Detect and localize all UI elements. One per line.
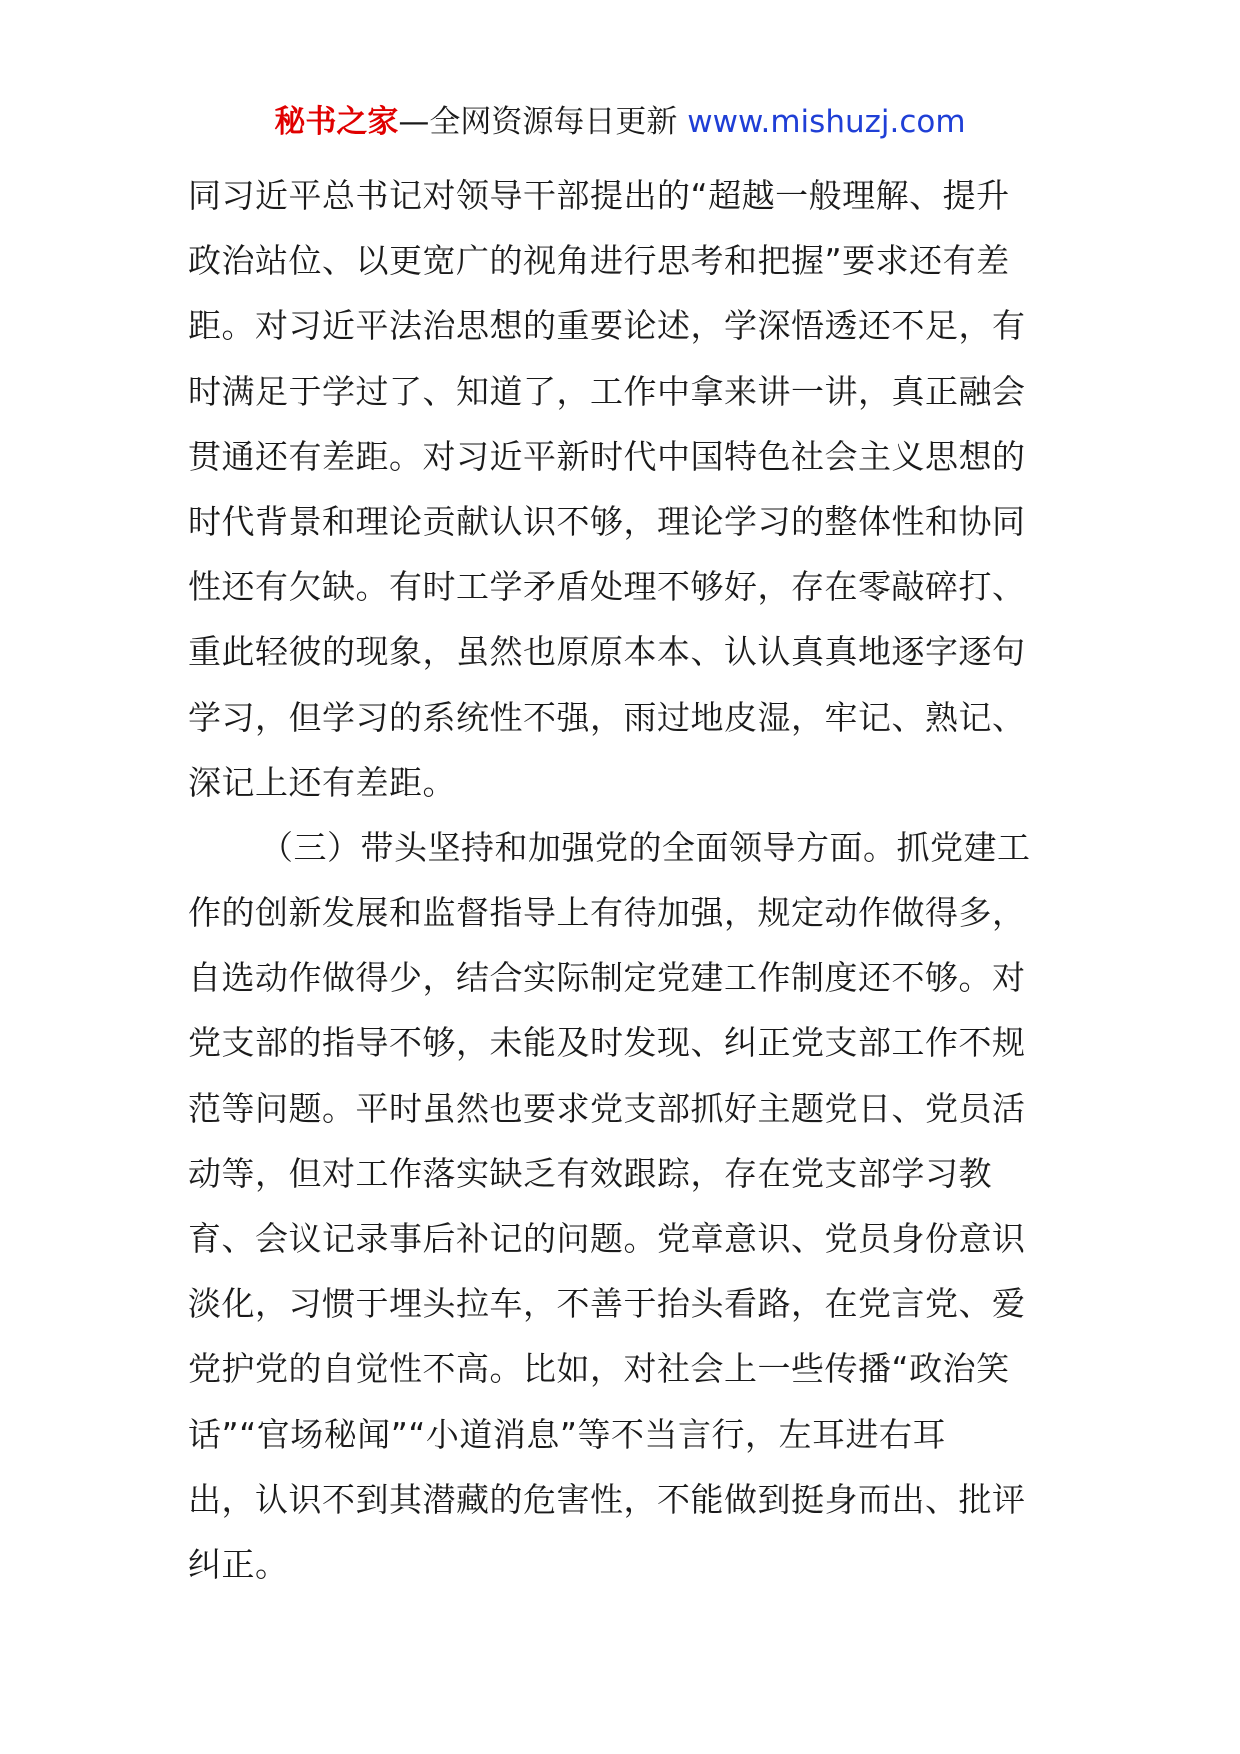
page-header xyxy=(0,100,1240,144)
text-line: 淡化，习惯于埋头拉车，不善于抬头看路，在党言党、爱 xyxy=(188,1284,1026,1324)
text-line: 作的创新发展和监督指导上有待加强，规定动作做得多， xyxy=(188,893,1026,933)
text-line: 自选动作做得少，结合实际制定党建工作制度还不够。对 xyxy=(188,958,1026,998)
text-line: 党护党的自觉性不高。比如，对社会上一些传播“政治笑 xyxy=(188,1349,1010,1389)
text-line: 学习，但学习的系统性不强，雨过地皮湿，牢记、熟记、 xyxy=(188,697,1026,737)
text-line: 范等问题。平时虽然也要求党支部抓好主题党日、党员活 xyxy=(188,1088,1026,1128)
text-line: 时代背景和理论贡献认识不够，理论学习的整体性和协同 xyxy=(188,501,1026,541)
text-line: 性还有欠缺。有时工学矛盾处理不够好，存在零敲碎打、 xyxy=(188,567,1026,607)
site-url-link[interactable]: www.mishuzj.com xyxy=(687,104,966,140)
section-heading-line: （三）带头坚持和加强党的全面领导方面。抓党建工 xyxy=(260,827,1031,867)
text-line: 政治站位、以更宽广的视角进行思考和把握”要求还有差 xyxy=(188,241,1010,281)
text-line: 育、会议记录事后补记的问题。党章意识、党员身份意识 xyxy=(188,1219,1026,1258)
text-line: 动等，但对工作落实缺乏有效跟踪，存在党支部学习教 xyxy=(188,1153,992,1193)
text-line: 重此轻彼的现象，虽然也原原本本、认认真真地逐字逐句 xyxy=(188,632,1026,672)
text-line: 同习近平总书记对领导干部提出的“超越一般理解、提升 xyxy=(188,176,1010,215)
text-line: 距。对习近平法治思想的重要论述，学深悟透还不足，有 xyxy=(188,306,1026,346)
text-line: 时满足于学过了、知道了，工作中拿来讲一讲，真正融会 xyxy=(188,371,1026,411)
text-line: 党支部的指导不够，未能及时发现、纠正党支部工作不规 xyxy=(188,1023,1026,1063)
site-brand: 秘书之家 xyxy=(274,104,399,140)
text-line: 深记上还有差距。 xyxy=(188,762,456,802)
text-line: 贯通还有差距。对习近平新时代中国特色社会主义思想的 xyxy=(188,436,1026,476)
text-line: 出，认识不到其潜藏的危害性，不能做到挺身而出、批评 xyxy=(188,1479,1026,1519)
text-line: 话”“官场秘闻”“小道消息”等不当言行，左耳进右耳 xyxy=(188,1414,946,1454)
header-tagline: —全网资源每日更新 xyxy=(398,104,688,140)
text-line: 纠正。 xyxy=(188,1544,289,1584)
document-body xyxy=(188,163,1052,1597)
